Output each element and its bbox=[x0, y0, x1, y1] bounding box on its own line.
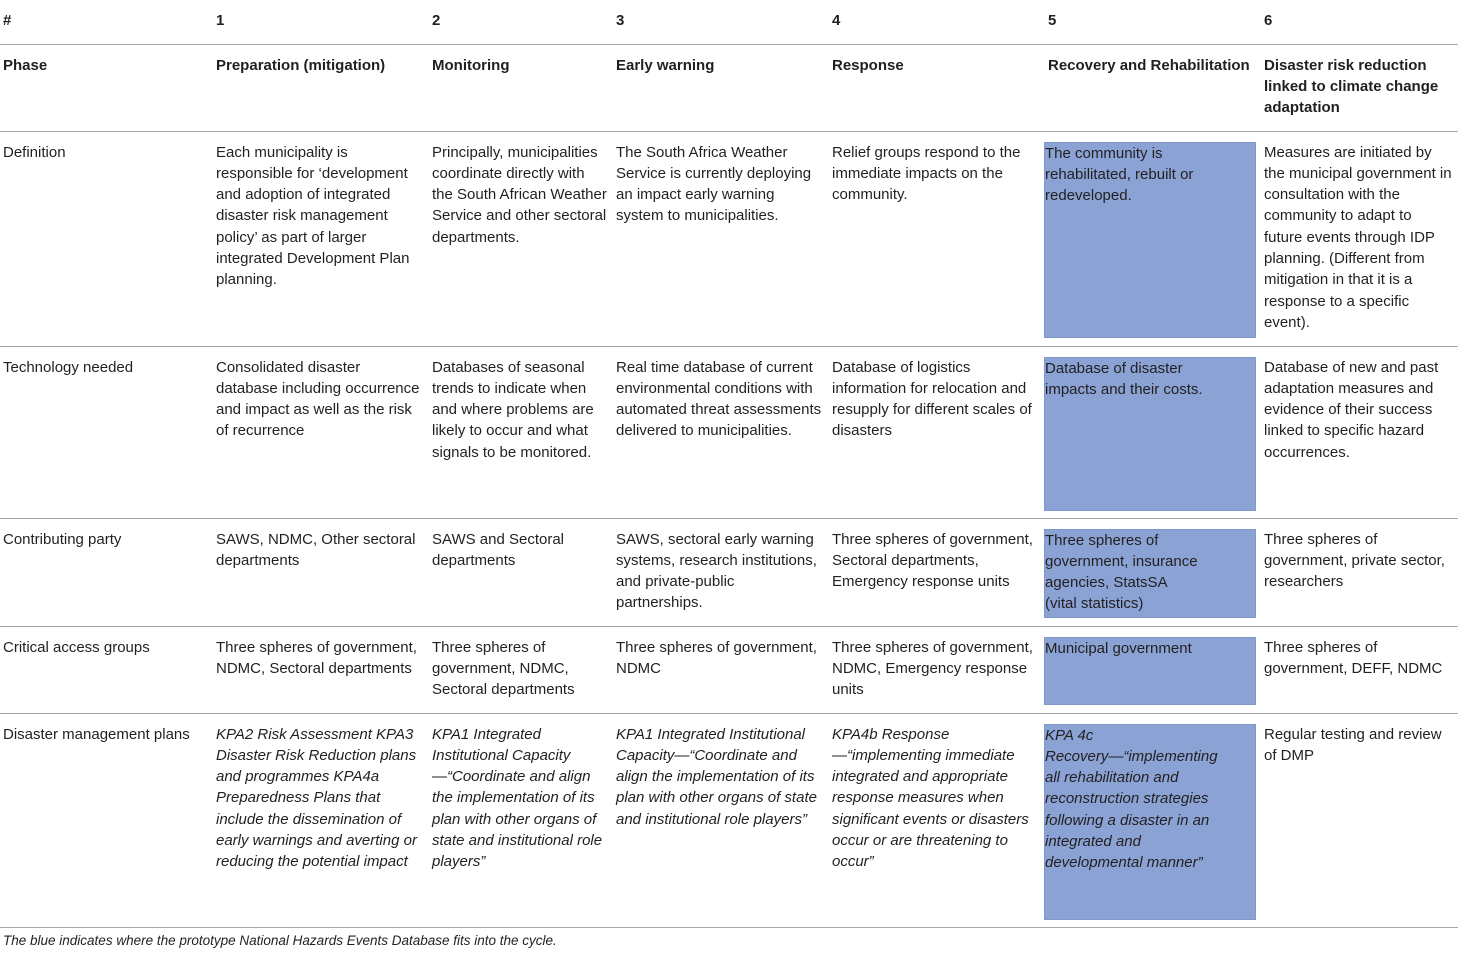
header-phase-cell: Early warning bbox=[612, 44, 828, 131]
highlight-block: Database of disaster impacts and their costs. bbox=[1044, 357, 1256, 511]
table-row-critical-access bbox=[0, 626, 1458, 713]
highlight-block: Three spheres of government, insurance agencies, StatsSA (vital statistics) bbox=[1044, 529, 1256, 618]
row-label: Definition bbox=[0, 131, 212, 346]
highlight-cell bbox=[1044, 131, 1260, 346]
table-cell: Consolidated disaster database including occurrence and impact as well as the risk of recurrence bbox=[212, 346, 428, 518]
header-phase-cell: Recovery and Rehabilitation bbox=[1044, 44, 1260, 131]
header-number-cell: # bbox=[0, 0, 212, 44]
table-cell: SAWS and Sectoral departments bbox=[428, 518, 612, 626]
highlight-block: KPA 4c Recovery—“implementing all rehabilitation and reconstruction strategies following a disaster in an integrated and developmental manner” bbox=[1044, 724, 1256, 920]
table-row-contributing bbox=[0, 518, 1458, 626]
table-cell: Three spheres of government, NDMC, Emergency response units bbox=[828, 626, 1044, 713]
table-cell: Three spheres of government, private sector, researchers bbox=[1260, 518, 1458, 626]
table-cell: SAWS, NDMC, Other sectoral departments bbox=[212, 518, 428, 626]
highlight-cell bbox=[1044, 713, 1260, 927]
table-row-definition bbox=[0, 131, 1458, 346]
table-cell: Database of new and past adaptation measures and evidence of their success linked to specific hazard occurrences. bbox=[1260, 346, 1458, 518]
table-cell: KPA1 Integrated Institutional Capacity—“Coordinate and align the implementation of its plan with other organs of state and institutional role players” bbox=[612, 713, 828, 927]
header-phase-cell: Monitoring bbox=[428, 44, 612, 131]
table-cell: SAWS, sectoral early warning systems, research institutions, and private-public partnerships. bbox=[612, 518, 828, 626]
table-cell: Database of logistics information for relocation and resupply for different scales of disasters bbox=[828, 346, 1044, 518]
table-cell: Principally, municipalities coordinate directly with the South African Weather Service and other sectoral departments. bbox=[428, 131, 612, 346]
header-phase-row bbox=[0, 44, 1458, 131]
table-cell: The South Africa Weather Service is currently deploying an impact early warning system to municipalities. bbox=[612, 131, 828, 346]
highlight-block: The community is rehabilitated, rebuilt or redeveloped. bbox=[1044, 142, 1256, 338]
header-number-cell: 6 bbox=[1260, 0, 1458, 44]
header-number-cell: 2 bbox=[428, 0, 612, 44]
table-cell: Relief groups respond to the immediate impacts on the community. bbox=[828, 131, 1044, 346]
table-cell: Three spheres of government, Sectoral departments, Emergency response units bbox=[828, 518, 1044, 626]
table-row-technology bbox=[0, 346, 1458, 518]
highlight-cell bbox=[1044, 346, 1260, 518]
header-number-cell: 3 bbox=[612, 0, 828, 44]
table-cell: Each municipality is responsible for ‘development and adoption of integrated disaster risk management policy’ as part of larger integrated Development Plan planning. bbox=[212, 131, 428, 346]
header-number-cell: 5 bbox=[1044, 0, 1260, 44]
header-number-row bbox=[0, 0, 1458, 44]
table-cell: Three spheres of government, NDMC, Sectoral departments bbox=[212, 626, 428, 713]
header-phase-cell: Preparation (mitigation) bbox=[212, 44, 428, 131]
table-cell: KPA1 Integrated Institutional Capacity—“Coordinate and align the implementation of its plan with other organs of state and institutional role players” bbox=[428, 713, 612, 927]
row-label: Technology needed bbox=[0, 346, 212, 518]
table-cell: Regular testing and review of DMP bbox=[1260, 713, 1458, 927]
row-label: Disaster management plans bbox=[0, 713, 212, 927]
header-number-cell: 4 bbox=[828, 0, 1044, 44]
highlight-cell bbox=[1044, 626, 1260, 713]
table-cell: KPA4b Response—“implementing immediate integrated and appropriate response measures when significant events or disasters occur or are threatening to occur” bbox=[828, 713, 1044, 927]
table-cell: Three spheres of government, DEFF, NDMC bbox=[1260, 626, 1458, 713]
highlight-cell bbox=[1044, 518, 1260, 626]
table-cell: KPA2 Risk Assessment KPA3 Disaster Risk Reduction plans and programmes KPA4a Preparedness Plans that include the dissemination of early warnings and averting or reducing the potential impact bbox=[212, 713, 428, 927]
table-cell: Three spheres of government, NDMC bbox=[612, 626, 828, 713]
header-phase-cell: Response bbox=[828, 44, 1044, 131]
table-cell: Three spheres of government, NDMC, Sectoral departments bbox=[428, 626, 612, 713]
row-label: Critical access groups bbox=[0, 626, 212, 713]
table-row-management-plans bbox=[0, 713, 1458, 927]
highlight-block: Municipal government bbox=[1044, 637, 1256, 705]
table-footnote: The blue indicates where the prototype National Hazards Events Database fits into the cycle. bbox=[3, 933, 557, 948]
header-phase-cell: Disaster risk reduction linked to climate change adaptation bbox=[1260, 44, 1458, 131]
header-number-cell: 1 bbox=[212, 0, 428, 44]
header-phase-cell: Phase bbox=[0, 44, 212, 131]
table-cell: Databases of seasonal trends to indicate when and where problems are likely to occur and what signals to be monitored. bbox=[428, 346, 612, 518]
table-cell: Measures are initiated by the municipal government in consultation with the community to adapt to future events through IDP planning. (Different from mitigation in that it is a response to a specific event). bbox=[1260, 131, 1458, 346]
row-label: Contributing party bbox=[0, 518, 212, 626]
table-cell: Real time database of current environmental conditions with automated threat assessments delivered to municipalities. bbox=[612, 346, 828, 518]
